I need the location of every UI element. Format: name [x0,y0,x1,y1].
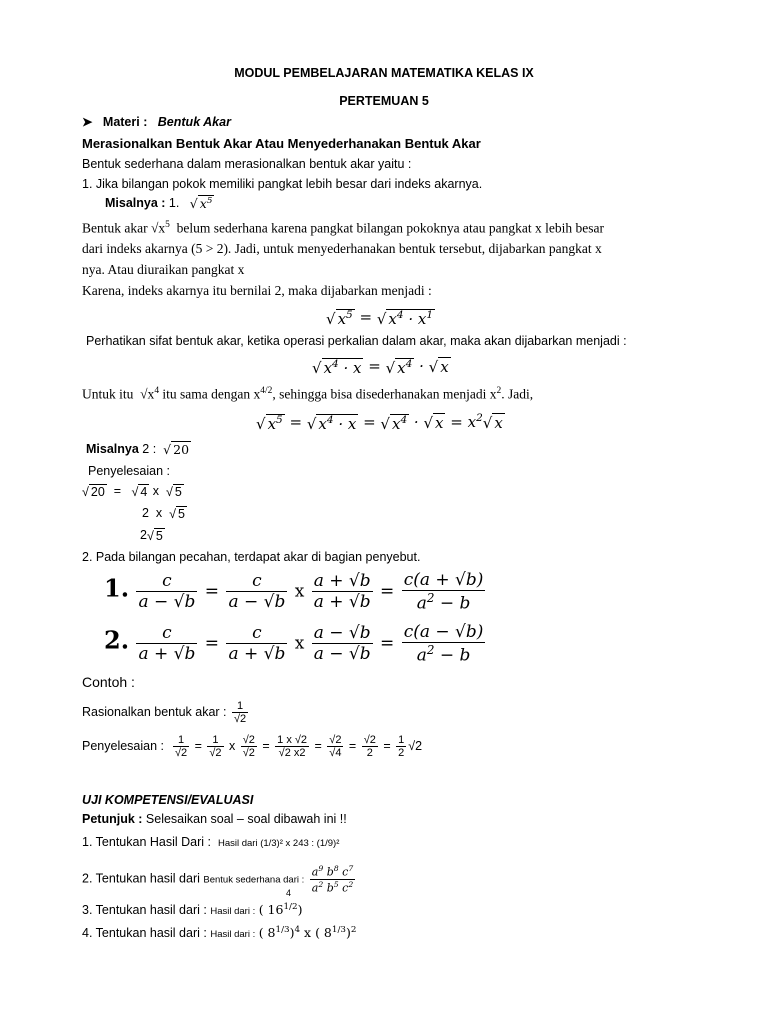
instruction-text: Selesaikan soal – soal dibawah ini !! [145,812,347,826]
paragraph-2: Karena, indeks akarnya itu bernilai 2, maka dijabarkan menjadi : [82,283,432,298]
formula-rationalize-minus: 1. $\frac{c}{a - √b}$ = $\frac{c}{a - √b}$ x $\frac{a + √b}{a + √b}$ = $\frac{c(a + √b)}{a^2 - b}$ [104,570,484,614]
solution-step-1: √ 20 = √ 4 x √ 5 [82,484,182,499]
question-2-detail: Bentuk sederhana dari : [203,874,305,886]
example-1 [105,196,214,211]
point-2: 2. Pada bilangan pecahan, terdapat akar di bagian penyebut. [82,550,421,564]
paragraph-4: Untuk itu $√x^4$ itu sama dengan $x^{4/2}$, sehingga bisa disederhanakan menjadi $x^2$. Jadi, [82,386,534,402]
paragraph-1-line-1: Bentuk akar $√x^5$ belum sederhana karena pangkat bilangan pokoknya atau pangkat x lebih besar [82,220,604,236]
question-3: 3. Tentukan hasil dari : Hasil dari : ( $16^{1/2}$) [82,902,303,918]
paragraph-4-text-a: Untuk itu [82,386,134,402]
solution-label: Penyelesaian : [88,464,171,478]
paragraph-1-text-b: belum sederhana karena pangkat bilangan pokoknya atau pangkat x lebih besar [176,220,604,236]
question-2-label: 2. Tentukan hasil dari [82,871,200,886]
example-2: Misalnya 2 : √ 20 [86,442,190,458]
solution-step-3: 2√ 5 [140,528,163,543]
materi-line [82,114,231,129]
example-1-label: Misalnya : [105,196,166,210]
question-2-exponent: 4 [286,888,292,898]
paragraph-3: Perhatikan sifat bentuk akar, ketika operasi perkalian dalam akar, maka akan dijabarkan menjadi : [86,334,627,348]
materi-value: Bentuk Akar [157,115,231,129]
equation-full-simplification: √ $x^5$ = √ $x^4 \cdot x$ = √ $x^4$ · √ $x = x^2√$ x [256,412,503,433]
rationalize-solution: Penyelesaian : $\frac{1}{√2}$ = $\frac{1}{√2}$ x $\frac{√2}{√2}$ = $\frac{1 x √2}{√2 x2}$ = $\frac{√2}{√4}$ = $\frac{√2}{2}$ = $\frac{1}{2}$ √2 [82,734,423,759]
rationalize-label: Rasionalkan bentuk akar : [82,704,227,719]
page-title: MODUL PEMBELAJARAN MATEMATIKA KELAS IX [234,66,534,80]
question-2: 2. Tentukan hasil dari Bentuk sederhana dari : $\frac{a^9 b^8 c^7}{a^2 b^5 c^2}$ [82,864,354,895]
example-heading: Contoh : [82,674,135,690]
paragraph-1-line-3: nya. Atau diuraikan pangkat x [82,262,245,277]
paragraph-1-line-2: dari indeks akarnya (5 > 2). Jadi, untuk menyederhanakan bentuk tersebut, dijabarkan pangkat x [82,241,602,256]
instruction-label: Petunjuk : [82,812,143,826]
paragraph-4-text-d: . Jadi, [501,386,534,402]
paragraph-4-text-b: itu sama dengan [162,386,251,402]
question-3-detail: Hasil dari : [210,906,256,918]
section-heading: Merasionalkan Bentuk Akar Atau Menyederhanakan Bentuk Akar [82,136,481,151]
point-1: 1. Jika bilangan pokok memiliki pangkat lebih besar dari indeks akarnya. [82,177,483,191]
rationalize-task: Rasionalkan bentuk akar : $\frac{1}{√2}$ [82,700,247,725]
solution-2-label: Penyelesaian : [82,738,165,753]
question-3-label: 3. Tentukan hasil dari : [82,903,207,918]
arrow-bullet-icon: ➤ [82,115,93,129]
question-4: 4. Tentukan hasil dari : Hasil dari : ( $8^{1/3})^4$ x ( $8^{1/3})^2$ [82,925,357,941]
materi-label: Materi : [102,115,148,129]
example-1-num: 1. [168,196,180,210]
question-1-label: 1. Tentukan Hasil Dari : [82,835,211,849]
example-2-num: 2 : [142,442,157,456]
intro-text: Bentuk sederhana dalam merasionalkan bentuk akar yaitu : [82,157,412,171]
paragraph-1-text-a: Bentuk akar [82,220,148,236]
instruction [82,812,347,826]
question-4-label: 4. Tentukan hasil dari : [82,926,207,941]
paragraph-4-text-c: , sehingga bisa disederhanakan menjadi [272,386,487,402]
equation-sqrt-x5-split: √ $x^5$ = √ $x^4 \cdot x^1$ [326,308,433,328]
meeting-title: PERTEMUAN 5 [339,94,429,108]
question-1 [82,835,339,849]
example-2-label: Misalnya [86,442,139,456]
question-4-detail: Hasil dari : [210,929,256,941]
solution-step-2: 2 x √ 5 [142,506,185,521]
equation-sqrt-product-rule: √ $x^4 \cdot x$ = √ $x^4$ · √ x [312,357,449,377]
sqrt-x5-expression: √ $x^5$ [189,196,213,212]
question-1-detail: Hasil dari (1/3)² x 243 : (1/9)² [217,838,340,849]
formula-rationalize-plus: 2. $\frac{c}{a + √b}$ = $\frac{c}{a + √b}$ x $\frac{a - √b}{a - √b}$ = $\frac{c(a - √b)}{a^2 - b}$ [104,622,484,666]
evaluation-heading: UJI KOMPETENSI/EVALUASI [82,793,254,807]
